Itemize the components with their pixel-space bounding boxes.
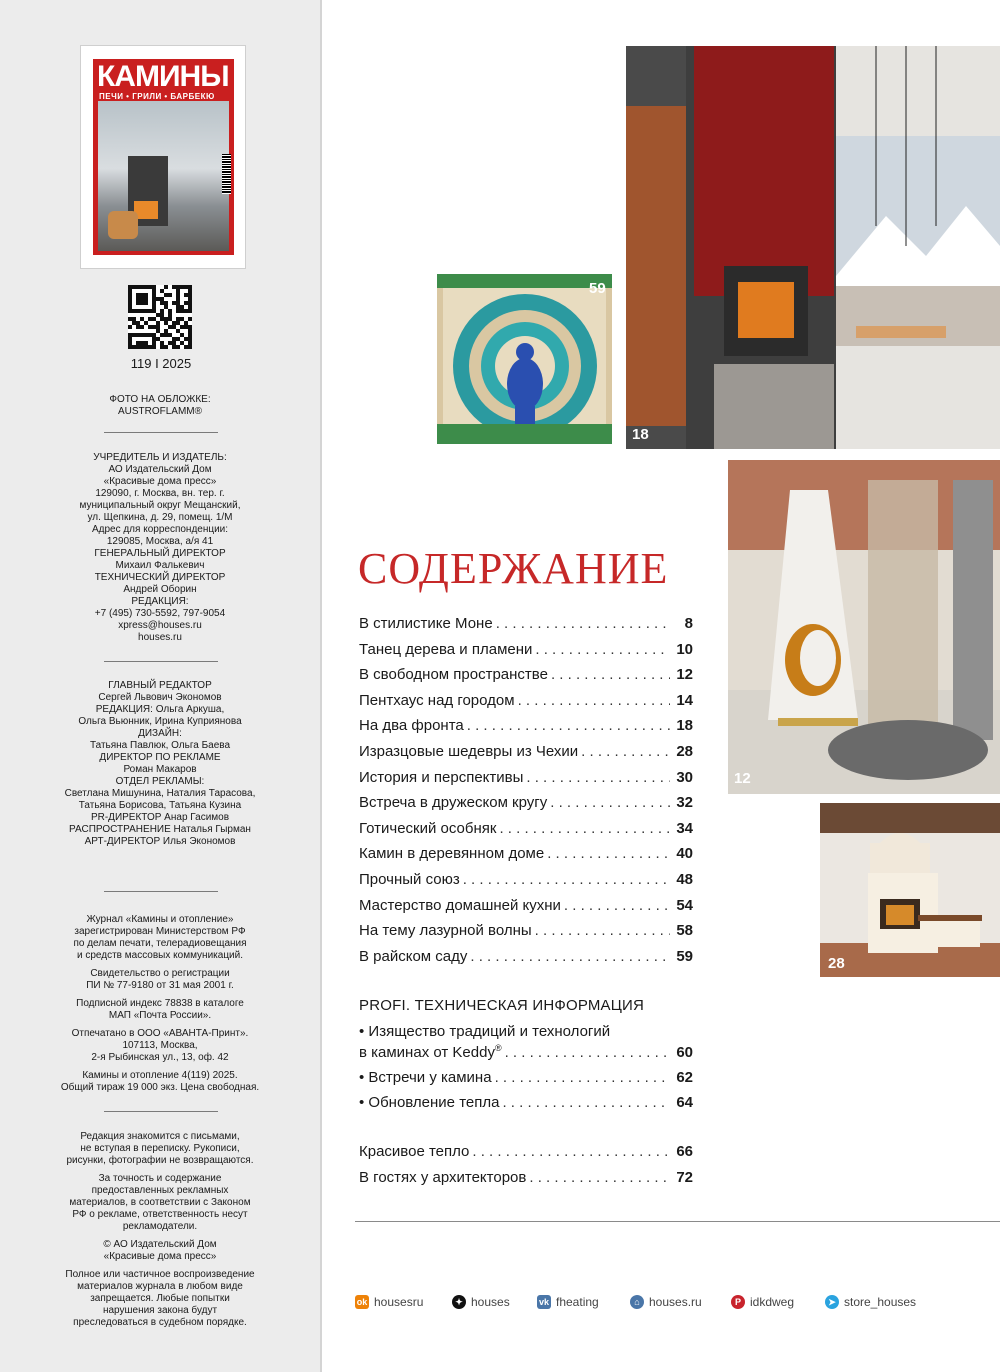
dot-leader — [535, 641, 670, 658]
social-link[interactable] — [355, 1293, 423, 1311]
info-line: Адрес для корреспонденции: — [91, 524, 229, 535]
photo-page-number: 59 — [589, 280, 606, 297]
toc-entry[interactable] — [359, 743, 693, 765]
social-label: houses — [471, 1295, 510, 1309]
credit-line: ФОТО НА ОБЛОЖКЕ: — [109, 394, 211, 405]
toc-entry-page: 34 — [676, 819, 693, 837]
info-line: ОТДЕЛ РЕКЛАМЫ: — [115, 776, 205, 787]
toc-entry-title — [359, 743, 578, 760]
footer-divider — [355, 1221, 1000, 1222]
info-line: Отпечатано в ООО «АВАНТА-Принт». — [71, 1028, 249, 1039]
divider — [104, 1111, 218, 1112]
dot-leader — [535, 922, 670, 939]
dot-leader — [502, 1094, 670, 1111]
divider — [104, 432, 218, 433]
info-line: 129085, Москва, а/я 41 — [106, 536, 214, 547]
info-line: запрещается. Любые попытки — [90, 1293, 230, 1304]
toc-entry[interactable] — [359, 692, 693, 714]
toc-entry-title-text: На тему лазурной волны — [359, 922, 532, 940]
info-line: РАСПРОСТРАНЕНИЕ Наталья Гырман — [69, 824, 251, 835]
social-link[interactable] — [825, 1293, 916, 1311]
info-line: предоставленных рекламных — [91, 1185, 229, 1196]
toc-entry-page: 30 — [676, 768, 693, 786]
info-line: рисунки, фотографии не возвращаются. — [66, 1155, 254, 1166]
social-link[interactable] — [731, 1293, 794, 1311]
peacock-illustration — [437, 274, 612, 444]
info-line: МАП «Почта России». — [108, 1010, 212, 1021]
info-line: РЕДАКЦИЯ: Ольга Аркуша, — [95, 704, 225, 715]
info-line: Общий тираж 19 000 экз. Цена свободная. — [60, 1082, 260, 1093]
info-line: Редакция знакомится с письмами, — [80, 1131, 240, 1142]
toc-entry-page: 28 — [676, 743, 693, 760]
toc-entry-line: • Изящество традиций и технологий — [359, 1023, 611, 1040]
cover-chair — [108, 211, 138, 239]
toc-entry-title — [359, 717, 464, 734]
registered-mark: ® — [494, 1043, 502, 1053]
info-line: Подписной индекс 78838 в каталоге — [76, 998, 244, 1009]
social-link[interactable] — [537, 1293, 599, 1311]
info-line: Свидетельство о регистрации — [90, 968, 230, 979]
toc-entry[interactable] — [359, 1043, 693, 1065]
toc-entry-page: 60 — [676, 1044, 693, 1061]
social-label: housesru — [374, 1295, 424, 1309]
toc-entry-title-text: Красивое тепло — [359, 1143, 470, 1160]
info-line: 107113, Москва, — [122, 1040, 198, 1051]
profi-heading: PROFI. ТЕХНИЧЕСКАЯ ИНФОРМАЦИЯ — [359, 997, 645, 1014]
toc-entry-title-text: • Обновление тепла — [359, 1094, 500, 1111]
toc-entry-title — [359, 845, 544, 862]
website-icon: ⌂ — [630, 1295, 644, 1309]
divider — [104, 891, 218, 892]
info-line: ДИЗАЙН: — [138, 728, 182, 739]
dot-leader — [499, 820, 670, 837]
credit-line: AUSTROFLAMM® — [117, 406, 203, 417]
qr-code[interactable] — [128, 285, 192, 349]
dot-leader — [529, 1169, 670, 1186]
dot-leader — [526, 769, 670, 786]
toc-entry-title-text: История и перспективы — [359, 768, 524, 786]
toc-entry-title — [359, 1069, 492, 1086]
dot-leader — [547, 845, 670, 862]
dot-leader — [472, 1143, 670, 1160]
toc-entry[interactable] — [359, 1069, 693, 1091]
info-line: Татьяна Павлюк, Ольга Баева — [89, 740, 231, 751]
toc-entry-title-text: В гостях у архитекторов — [359, 1169, 527, 1186]
toc-entry-title-text: Встреча в дружеском кругу — [359, 794, 548, 812]
info-line: ТЕХНИЧЕСКИЙ ДИРЕКТОР — [94, 572, 226, 583]
toc-entry-page: 58 — [676, 922, 693, 940]
telegram-icon: ➤ — [825, 1295, 839, 1309]
toc-entry[interactable] — [359, 1094, 693, 1116]
social-label: fheating — [556, 1295, 599, 1309]
social-link[interactable] — [452, 1293, 510, 1311]
toc-entry-page: 18 — [676, 717, 693, 735]
toc-entry-title-text: • Встречи у камина — [359, 1069, 492, 1086]
dot-leader — [505, 1044, 670, 1061]
toc-entry[interactable] — [359, 794, 693, 816]
toc-entry-title-text: Мастерство домашней кухни — [359, 896, 561, 914]
toc-entry-title-text: Изразцовые шедевры из Чехии — [359, 743, 579, 760]
red-stove-photo — [626, 46, 1000, 449]
toc-entry-title — [359, 1169, 526, 1186]
toc-entry-title-text: Камин в деревянном доме — [359, 845, 545, 863]
dot-leader — [463, 871, 670, 888]
toc-entry-title-text: Танец дерева и пламени — [359, 640, 533, 658]
info-line: не вступая в переписку. Рукописи, — [80, 1143, 240, 1154]
toc-entry-title-text: Готический особняк — [359, 819, 497, 837]
dot-leader — [551, 666, 670, 683]
toc-entry-title-text: в каминах от Keddy — [359, 1044, 495, 1061]
qr-pattern — [128, 285, 192, 349]
pinterest-icon: P — [731, 1295, 745, 1309]
toc-entry[interactable] — [359, 641, 693, 663]
info-line: Журнал «Камины и отопление» — [86, 914, 234, 925]
issue-number: 119 I 2025 — [130, 356, 192, 371]
info-line: Полное или частичное воспроизведение — [65, 1269, 255, 1280]
dot-leader — [470, 948, 670, 965]
toc-entry-title-text: В райском саду — [359, 947, 468, 965]
info-line: ГЕНЕРАЛЬНЫЙ ДИРЕКТОР — [94, 548, 226, 559]
tile-stove-photo — [820, 803, 1000, 977]
toc-entry[interactable] — [359, 615, 693, 637]
magazine-cover — [80, 45, 246, 269]
info-line: Светлана Мишунина, Наталия Тарасова, — [64, 788, 256, 799]
info-line: АО Издательский Дом — [108, 464, 212, 475]
info-line: © АО Издательский Дом — [103, 1239, 217, 1250]
photo-page-number: 12 — [734, 770, 751, 787]
info-line: по делам печати, телерадиовещания — [73, 938, 247, 949]
info-line: Андрей Оборин — [123, 584, 197, 595]
info-line: Сергей Львович Экономов — [98, 692, 222, 703]
dot-leader — [518, 692, 670, 709]
cover-title: КАМИНЫ — [97, 60, 229, 93]
toc-entry-page: 66 — [676, 1143, 693, 1160]
cover-subtitle: ПЕЧИ • ГРИЛИ • БАРБЕКЮ — [99, 92, 215, 101]
info-line: нарушения закона будут — [102, 1305, 218, 1316]
social-label: houses.ru — [649, 1295, 702, 1309]
toc-entry-title — [359, 666, 548, 683]
peacock-tile-photo — [437, 274, 612, 444]
toc-entry-title — [359, 871, 460, 888]
toc-entry-title — [359, 897, 561, 914]
toc-heading: СОДЕРЖАНИЕ — [358, 544, 669, 593]
info-line: Татьяна Борисова, Татьяна Кузина — [78, 800, 242, 811]
toc-entry-title-text: На два фронта — [359, 717, 464, 735]
red-stove-illustration — [626, 46, 1000, 449]
toc-entry[interactable] — [359, 871, 693, 893]
tile-stove-illustration — [820, 803, 1000, 977]
toc-entry-title — [359, 1043, 502, 1061]
zen-icon: ✦ — [452, 1295, 466, 1309]
toc-entry-page: 64 — [676, 1094, 693, 1111]
info-line: Роман Макаров — [123, 764, 197, 775]
photo-page-number: 28 — [828, 955, 845, 972]
toc-entry-page: 72 — [676, 1169, 693, 1186]
toc-entry[interactable] — [359, 666, 693, 688]
info-line: АРТ-ДИРЕКТОР Илья Экономов — [84, 836, 236, 847]
toc-entry-page: 62 — [676, 1069, 693, 1086]
toc-entry-title-text: В стилистике Моне — [359, 615, 493, 632]
toc-entry-page: 14 — [676, 691, 693, 709]
info-line: РЕДАКЦИЯ: — [131, 596, 189, 607]
toc-entry-page: 54 — [676, 896, 693, 914]
legal-block — [60, 1131, 260, 1329]
toc-entry-title — [359, 794, 547, 811]
toc-entry-title-text: Пентхаус над городом — [359, 691, 515, 709]
social-link[interactable] — [630, 1293, 702, 1311]
info-line: ГЛАВНЫЙ РЕДАКТОР — [108, 680, 212, 691]
toc-entry-page: 8 — [684, 615, 693, 632]
dot-leader — [496, 615, 670, 632]
info-line: Ольга Вьюнник, Ирина Куприянова — [78, 716, 242, 727]
social-label: idkdweg — [750, 1295, 795, 1309]
odnoklassniki-icon: ok — [356, 1297, 368, 1307]
photo-credit — [60, 394, 260, 418]
divider — [104, 661, 218, 662]
toc-entry-page: 59 — [676, 947, 693, 965]
dot-leader — [581, 743, 670, 760]
info-line: +7 (495) 730-5592, 797-9054 — [94, 608, 226, 619]
vk-icon: vk — [538, 1297, 549, 1307]
toc-entry-title — [359, 922, 532, 939]
toc-entry[interactable] — [359, 769, 693, 791]
toc-entry-title-text: В свободном пространстве — [359, 666, 548, 684]
toc-entry-title-text: Прочный союз — [359, 871, 460, 888]
sidebar-divider — [320, 0, 322, 1372]
toc-entry-page: 12 — [676, 666, 693, 684]
toc-entry[interactable] — [359, 820, 693, 842]
toc-entry-title — [359, 615, 493, 632]
dot-leader — [467, 717, 670, 734]
info-line: «Красивые дома пресс» — [103, 1251, 217, 1262]
cover-red-frame — [93, 59, 234, 255]
toc-entry[interactable] — [359, 897, 693, 919]
dot-leader — [564, 897, 670, 914]
info-line: Михаил Фалькевич — [115, 560, 205, 571]
toc-entry-title — [359, 1094, 499, 1111]
info-line: За точность и содержание — [98, 1173, 222, 1184]
toc-entry-title — [359, 692, 515, 709]
toc-entry-title — [359, 641, 532, 658]
info-line: 129090, г. Москва, вн. тер. г. — [95, 488, 225, 499]
social-label: store_houses — [844, 1295, 917, 1309]
toc-entry[interactable] — [359, 948, 693, 970]
cover-photo — [98, 101, 229, 251]
toc-entry-title — [359, 1143, 469, 1160]
info-line: ПИ № 77-9180 от 31 мая 2001 г. — [86, 980, 234, 991]
white-fireplace-photo — [728, 460, 1000, 794]
dot-leader — [550, 794, 670, 811]
info-line: xpress@houses.ru — [118, 620, 202, 631]
cover-barcode — [222, 154, 231, 194]
toc-entry-page: 48 — [676, 871, 693, 888]
info-line: УЧРЕДИТЕЛЬ И ИЗДАТЕЛЬ: — [93, 452, 227, 463]
info-line: Камины и отопление 4(119) 2025. — [82, 1070, 238, 1081]
toc-entry[interactable] — [359, 845, 693, 867]
info-line: и средств массовых коммуникаций. — [76, 950, 243, 961]
info-line: преследоваться в судебном порядке. — [73, 1317, 247, 1328]
info-line: РФ о рекламе, ответственность несут — [72, 1209, 248, 1220]
toc-entry[interactable] — [359, 1143, 693, 1165]
toc-entry-title — [359, 820, 496, 837]
registration-block — [60, 914, 260, 1094]
toc-entry[interactable] — [359, 717, 693, 739]
info-line: ДИРЕКТОР ПО РЕКЛАМЕ — [99, 752, 221, 763]
info-line: PR-ДИРЕКТОР Анар Гасимов — [90, 812, 230, 823]
staff-block — [60, 680, 260, 848]
dot-leader — [495, 1069, 670, 1086]
info-line: houses.ru — [138, 632, 182, 643]
toc-entry[interactable] — [359, 1169, 693, 1191]
toc-entry-page: 32 — [676, 794, 693, 812]
publisher-block — [60, 452, 260, 644]
info-line: «Красивые дома пресс» — [103, 476, 217, 487]
toc-entry-title — [359, 948, 467, 965]
white-fireplace-illustration — [728, 460, 1000, 794]
info-line: материалов журнала в любом виде — [77, 1281, 243, 1292]
info-line: муниципальный округ Мещанский, — [79, 500, 241, 511]
toc-entry-title — [359, 769, 523, 786]
toc-entry-page: 10 — [676, 640, 693, 658]
info-line: рекламодатели. — [122, 1221, 198, 1232]
info-line: зарегистрирован Министерством РФ — [74, 926, 246, 937]
info-line: материалов, в соответствии с Законом — [69, 1197, 251, 1208]
toc-entry-page: 40 — [676, 845, 693, 863]
info-line: ул. Щепкина, д. 29, помещ. 1/М — [87, 512, 233, 523]
photo-page-number: 18 — [632, 426, 649, 443]
toc-entry[interactable] — [359, 922, 693, 944]
info-line: 2-я Рыбинская ул., 13, оф. 42 — [91, 1052, 229, 1063]
